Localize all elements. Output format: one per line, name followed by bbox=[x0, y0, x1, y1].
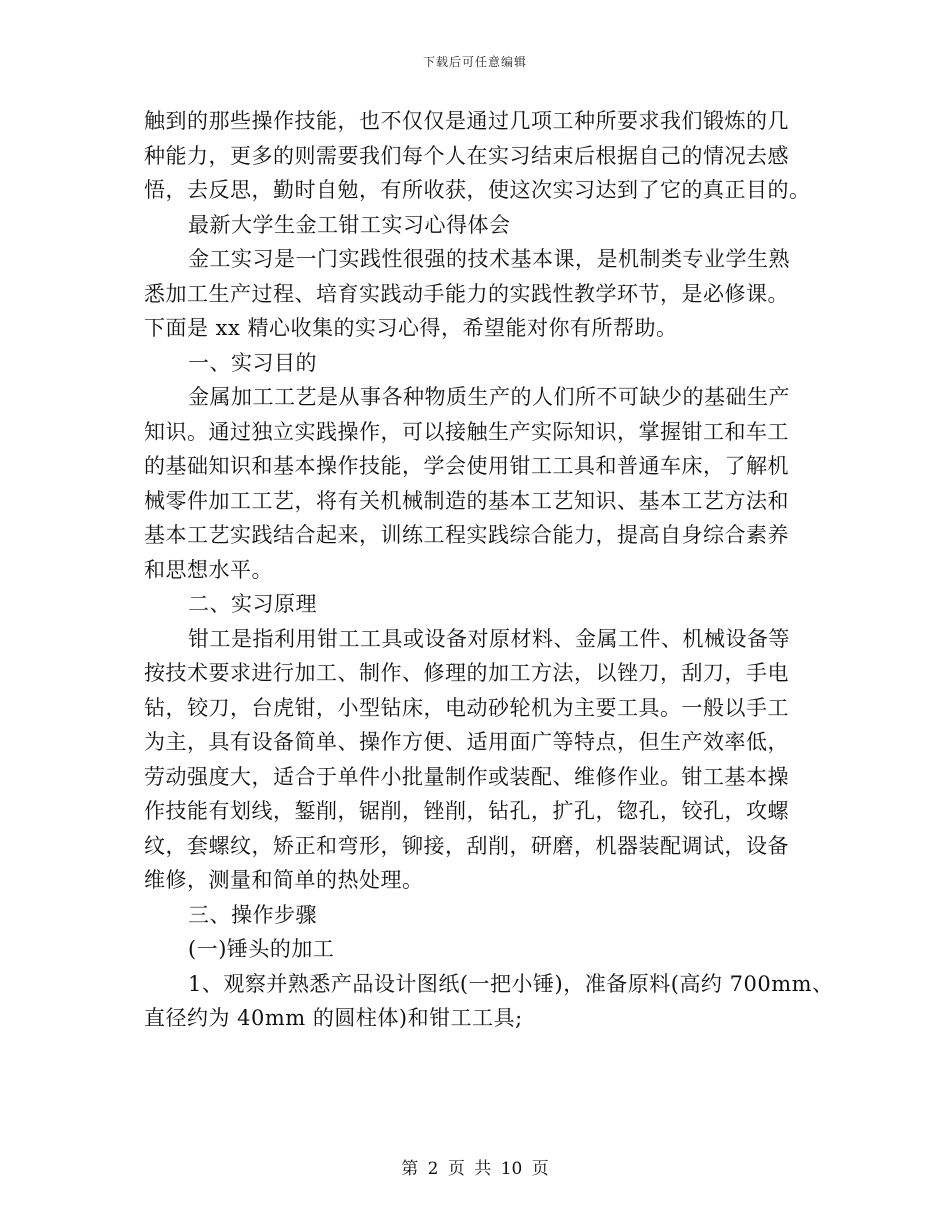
body-text-line: 触到的那些操作技能，也不仅仅是通过几项工种所要求我们锻炼的几 bbox=[144, 109, 789, 133]
body-text-line: 维修，测量和简单的热处理。 bbox=[144, 868, 424, 892]
body-text-line: 钻，铰刀，台虎钳，小型钻床，电动砂轮机为主要工具。一般以手工 bbox=[144, 695, 789, 720]
body-text-line: 直径约为 40mm 的圆柱体)和钳工工具; bbox=[144, 1006, 523, 1030]
body-text-line: 械零件加工工艺，将有关机械制造的基本工艺知识、基本工艺方法和 bbox=[144, 488, 789, 513]
body-text-line: 悉加工生产过程、培育实践动手能力的实践性教学环节，是必修课。 bbox=[144, 281, 789, 306]
body-text-line: 下面是 xx 精心收集的实习心得，希望能对你有所帮助。 bbox=[144, 316, 678, 340]
body-text-line: 一、实习目的 bbox=[188, 350, 317, 375]
document-body bbox=[144, 104, 834, 1036]
body-text-line: 1、观察并熟悉产品设计图纸(一把小锤)，准备原料(高约 700mm、 bbox=[188, 971, 834, 996]
body-text-line: 劳动强度大，适合于单件小批量制作或装配、维修作业。钳工基本操 bbox=[144, 764, 789, 789]
body-text-line: 金属加工工艺是从事各种物质生产的人们所不可缺少的基础生产 bbox=[188, 385, 790, 409]
page-number-footer: 第 2 页 共 10 页 bbox=[401, 1159, 549, 1179]
body-text-line: 作技能有划线，錾削，锯削，锉削，钻孔，扩孔，锪孔，铰孔，攻螺 bbox=[144, 799, 789, 823]
body-text-line: 钳工是指利用钳工工具或设备对原材料、金属工件、机械设备等 bbox=[188, 626, 790, 651]
body-text-line: 纹，套螺纹，矫正和弯形，铆接，刮削，研磨，机器装配调试，设备 bbox=[144, 833, 789, 858]
body-text-line: 按技术要求进行加工、制作、修理的加工方法，以锉刀，刮刀，手电 bbox=[144, 661, 789, 685]
body-text-line: 知识。通过独立实践操作，可以接触生产实际知识，掌握钳工和车工 bbox=[144, 419, 789, 444]
body-text-line: 悟，去反思，勤时自勉，有所收获，使这次实习达到了它的真正目的。 bbox=[144, 178, 811, 202]
body-text-line: 为主，具有设备简单、操作方便、适用面广等特点，但生产效率低， bbox=[144, 730, 789, 754]
body-text-line: (一)锤头的加工 bbox=[188, 937, 335, 961]
body-text-line: 和思想水平。 bbox=[144, 557, 273, 582]
body-text-line: 金工实习是一门实践性很强的技术基本课，是机制类专业学生熟 bbox=[188, 247, 790, 271]
page-header-note: 下载后可任意编辑 bbox=[422, 55, 527, 69]
body-text-line: 的基础知识和基本操作技能，学会使用钳工工具和普通车床，了解机 bbox=[144, 454, 789, 478]
body-text-line: 最新大学生金工钳工实习心得体会 bbox=[188, 212, 511, 237]
body-text-line: 三、操作步骤 bbox=[188, 902, 317, 927]
body-text-line: 基本工艺实践结合起来，训练工程实践综合能力，提高自身综合素养 bbox=[144, 523, 789, 547]
body-text-line: 二、实习原理 bbox=[188, 592, 317, 616]
body-text-line: 种能力，更多的则需要我们每个人在实习结束后根据自己的情况去感 bbox=[144, 143, 789, 168]
